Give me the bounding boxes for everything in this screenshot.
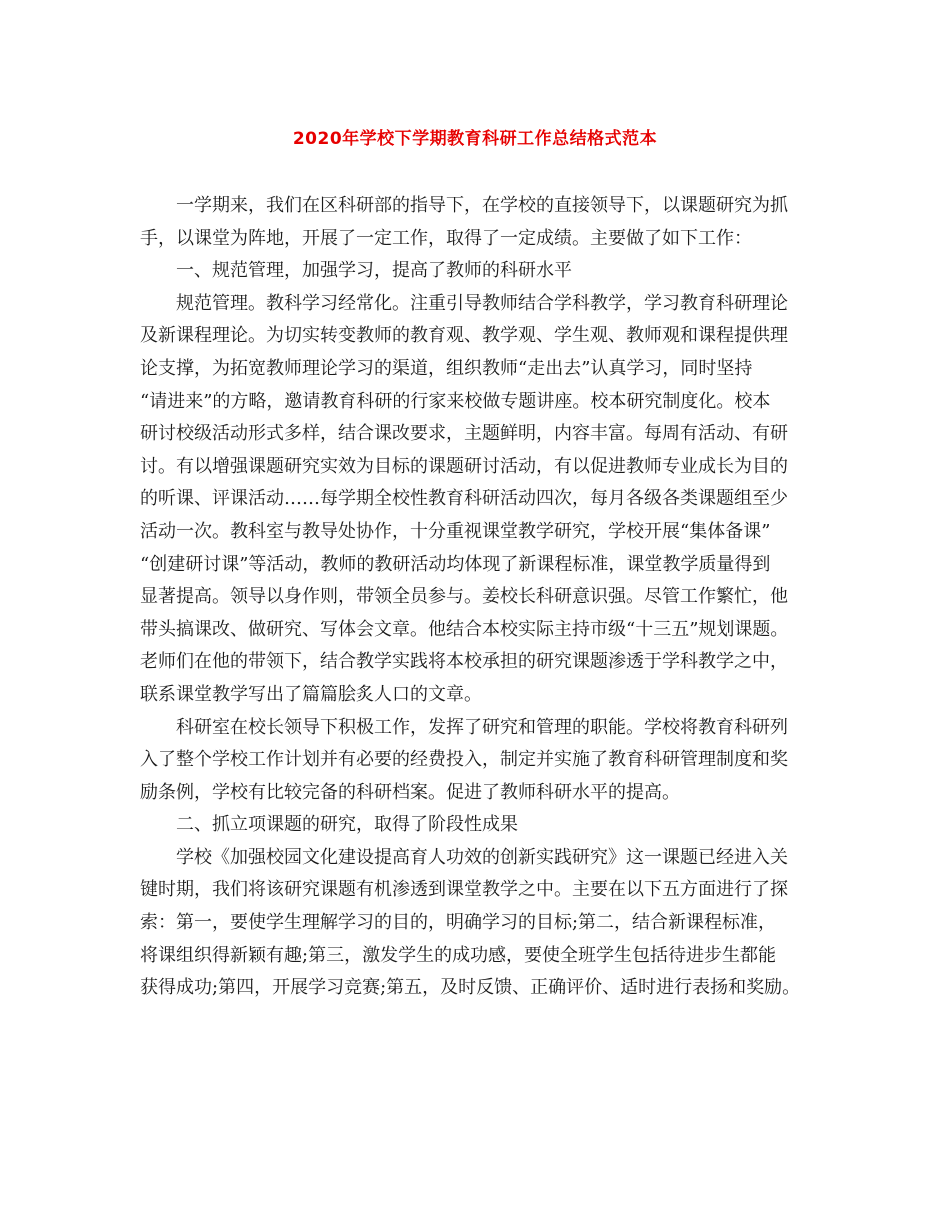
text-line: 将课组织得新颖有趣;第三，激发学生的成功感，要使全班学生包括待进步生都能	[140, 944, 777, 966]
text-line: 讨。有以增强课题研究实效为目标的课题研讨活动，有以促进教师专业成长为目的	[140, 455, 788, 477]
text-line: 规范管理。教科学习经常化。注重引导教师结合学科教学，学习教育科研理论	[176, 292, 788, 314]
text-line: 学校《加强校园文化建设提高育人功效的创新实践研究》这一课题已经进入关	[176, 846, 788, 868]
text-line: 二、抓立项课题的研究，取得了阶段性成果	[176, 814, 518, 836]
text-line: 显著提高。领导以身作则，带领全员参与。姜校长科研意识强。尽管工作繁忙，他	[140, 586, 788, 608]
text-line: 的听课、评课活动……每学期全校性教育科研活动四次，每月各级各类课题组至少	[140, 488, 788, 510]
text-line: 活动一次。教科室与教导处协作，十分重视课堂教学研究，学校开展“集体备课”	[140, 520, 771, 542]
document-title: 2020年学校下学期教育科研工作总结格式范本	[292, 129, 658, 149]
text-line: 手，以课堂为阵地，开展了一定工作，取得了一定成绩。主要做了如下工作：	[140, 227, 752, 249]
text-line: 科研室在校长领导下积极工作，发挥了研究和管理的职能。学校将教育科研列	[176, 716, 788, 738]
text-line: 励条例，学校有比较完备的科研档案。促进了教师科研水平的提高。	[140, 781, 680, 803]
text-line: 研讨校级活动形式多样，结合课改要求，主题鲜明，内容丰富。每周有活动、有研	[140, 423, 788, 445]
text-line: 获得成功;第四，开展学习竞赛;第五，及时反馈、正确评价、适时进行表扬和奖励。	[140, 977, 801, 999]
text-line: 一学期来，我们在区科研部的指导下，在学校的直接领导下，以课题研究为抓	[176, 195, 788, 216]
text-line: 入了整个学校工作计划并有必要的经费投入，制定并实施了教育科研管理制度和奖	[140, 749, 788, 771]
text-line: “请进来”的方略，邀请教育科研的行家来校做专题讲座。校本研究制度化。校本	[140, 390, 771, 412]
text-line: 一、规范管理，加强学习，提高了教师的科研水平	[176, 260, 572, 282]
text-line: 老师们在他的带领下，结合教学实践将本校承担的研究课题渗透于学科教学之中，	[140, 651, 788, 673]
text-line: 联系课堂教学写出了篇篇脍炙人口的文章。	[140, 683, 482, 705]
text-line: 论支撑，为拓宽教师理论学习的渠道，组织教师“走出去”认真学习，同时坚持	[140, 357, 753, 379]
text-line: 带头搞课改、做研究、写体会文章。他结合本校实际主持市级“十三五”规划课题。	[140, 618, 789, 640]
text-line: 及新课程理论。为切实转变教师的教育观、教学观、学生观、教师观和课程提供理	[140, 325, 788, 347]
text-line: “创建研讨课”等活动，教师的教研活动均体现了新课程标准，课堂教学质量得到	[140, 553, 771, 575]
text-line: 键时期，我们将该研究课题有机渗透到课堂教学之中。主要在以下五方面进行了探	[140, 879, 788, 901]
document-body	[140, 190, 830, 1005]
text-line: 索：第一，要使学生理解学习的目的，明确学习的目标;第二，结合新课程标准，	[140, 912, 777, 934]
